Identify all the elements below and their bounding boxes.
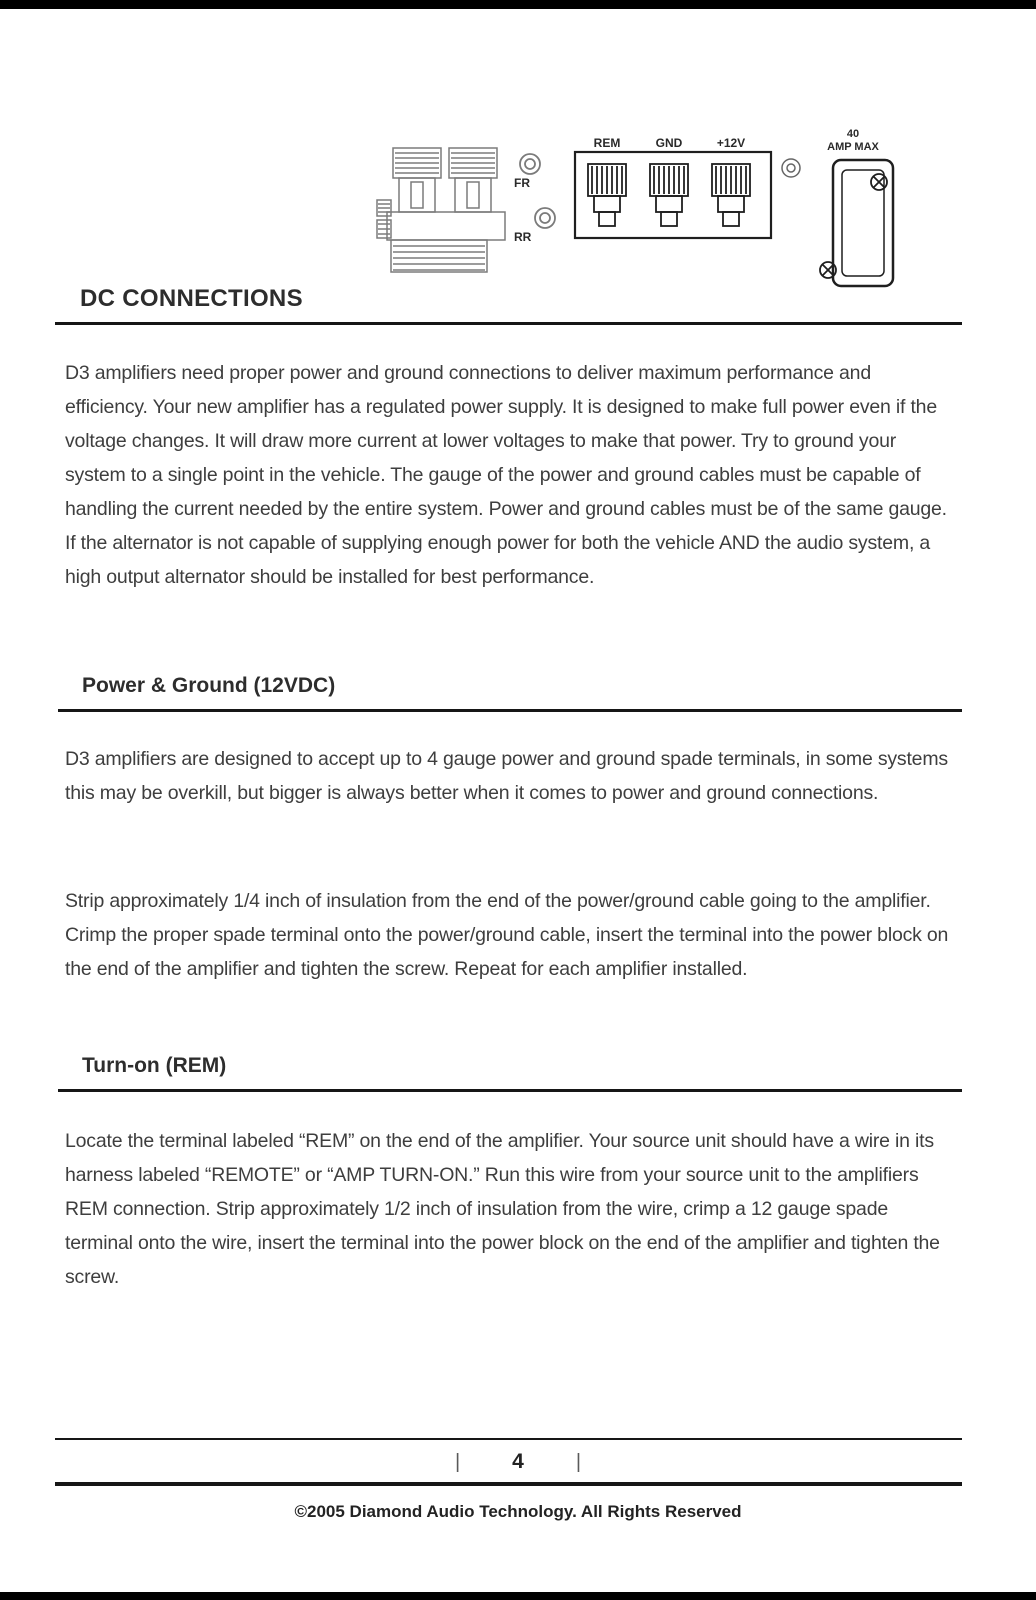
page-number: 4 xyxy=(512,1450,524,1473)
section-heading-dc-connections: DC CONNECTIONS xyxy=(80,285,303,312)
footer-divider-thick xyxy=(55,1482,962,1486)
label-rem: REM xyxy=(593,136,621,150)
section-heading-turn-on-rem: Turn-on (REM) xyxy=(82,1054,227,1077)
paragraph-dc-connections: D3 amplifiers need proper power and ground connections to deliver maximum performance and efficiency. Your new amplifier has a regulated power supply. It is designed to make full power even if the voltage changes. It will draw more current at lower voltages to make that power. Try to ground your system to a single point in the vehicle. The gauge of the power and ground cables must be capable of handling the current needed by the entire system. Power and ground cables must be of the same gauge. If the alternator is not capable of supplying enough power for both the vehicle AND the audio system, a high output alternator should be installed for best performance. xyxy=(65,362,947,588)
label-fuse-rating-line1: 40 xyxy=(846,128,860,140)
page-number-pipe-left: | xyxy=(454,1450,461,1473)
footer-divider-thin xyxy=(55,1438,962,1440)
amplifier-rear-panel-diagram xyxy=(375,122,895,294)
speaker-terminal-block-drawing xyxy=(377,148,505,272)
label-rr: RR xyxy=(514,230,532,244)
label-12v: +12V xyxy=(716,136,746,150)
paragraph-power-ground-2: Strip approximately 1/4 inch of insulation from the end of the power/ground cable going to the amplifier. Crimp the proper spade terminal onto the power/ground cable, insert the terminal into the power block on the end of the amplifier and tighten the screw. Repeat for each amplifier installed. xyxy=(65,890,949,980)
panel-line-art xyxy=(375,122,895,294)
label-fuse-rating xyxy=(827,128,879,154)
label-fuse-rating-line2: AMP MAX xyxy=(827,141,879,153)
section-divider xyxy=(58,709,962,712)
page-bottom-bar xyxy=(0,1592,1036,1600)
section-divider xyxy=(58,1089,962,1092)
mounting-hole-icon xyxy=(782,159,800,177)
fr-rr-screws-icon xyxy=(520,154,555,228)
page-number-pipe-right: | xyxy=(575,1450,582,1473)
power-terminal-block-drawing xyxy=(575,152,771,238)
section-divider xyxy=(55,322,962,325)
page-top-bar xyxy=(0,0,1036,9)
fuse-holder-drawing xyxy=(820,160,893,286)
label-fr: FR xyxy=(514,176,530,190)
paragraph-power-ground-1: D3 amplifiers are designed to accept up to 4 gauge power and ground spade terminals, in some systems this may be overkill, but bigger is always better when it comes to power and ground connections. xyxy=(65,748,948,804)
copyright-notice: ©2005 Diamond Audio Technology. All Rights Reserved xyxy=(294,1502,742,1521)
page-number-row xyxy=(0,1444,1036,1480)
label-gnd: GND xyxy=(655,136,683,150)
section-heading-power-ground: Power & Ground (12VDC) xyxy=(82,674,336,697)
paragraph-turn-on-rem: Locate the terminal labeled “REM” on the end of the amplifier. Your source unit should have a wire in its harness labeled “REMOTE” or “AMP TURN-ON.” Run this wire from your source unit to the amplifiers REM connection. Strip approximately 1/2 inch of insulation from the wire, crimp a 12 gauge spade terminal onto the wire, insert the terminal into the power block on the end of the amplifier and tighten the screw. xyxy=(65,1130,940,1288)
